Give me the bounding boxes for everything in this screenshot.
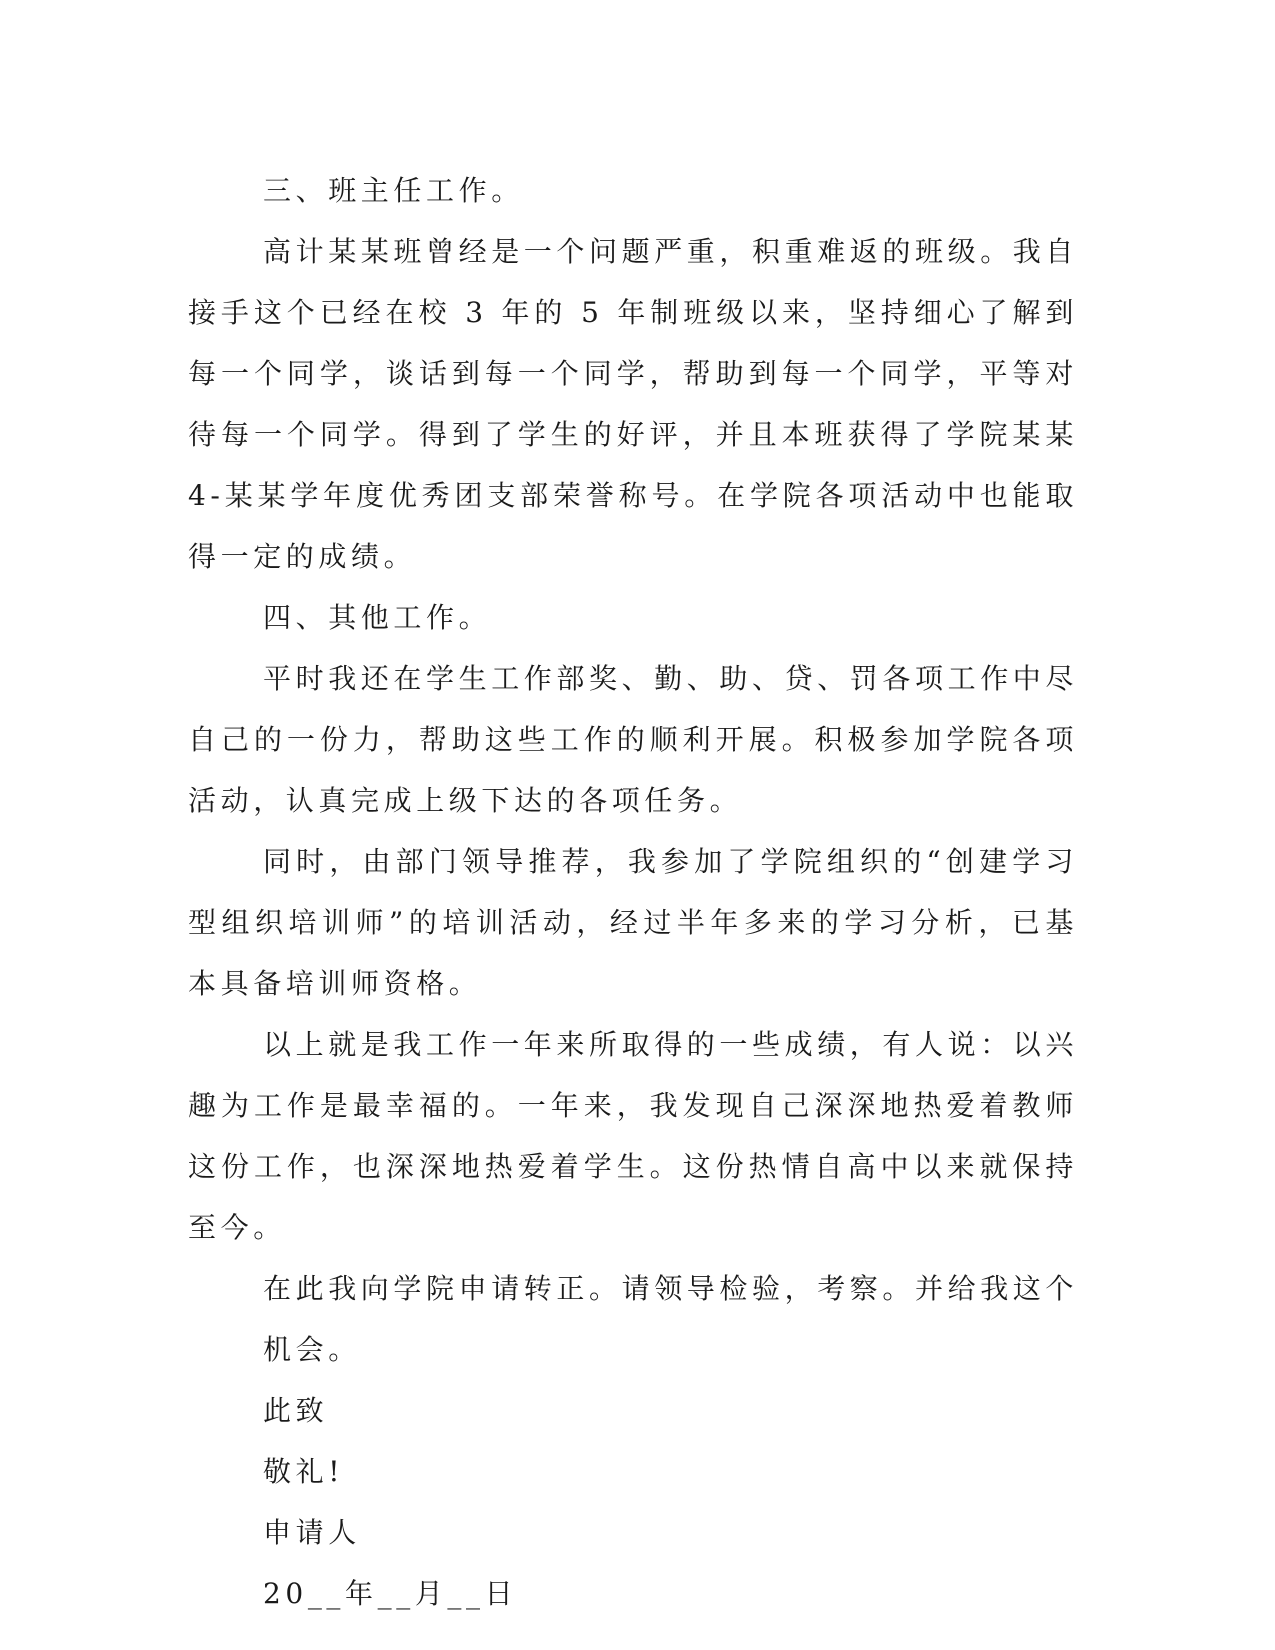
paragraph-conclusion: 以上就是我工作一年来所取得的一些成绩，有人说：以兴趣为工作是最幸福的。一年来，我发现自己深深地热爱着教师这份工作，也深深地热爱着学生。这份热情自高中以来就保持至今。 (188, 1028, 1079, 1244)
paragraph-other-work-2: 同时，由部门领导推荐，我参加了学院组织的“创建学习型组织培训师”的培训活动，经过半年多来的学习分析，已基本具备培训师资格。 (188, 845, 1078, 1000)
paragraph-request: 在此我向学院申请转正。请领导检验，考察。并给我这个机会。 (263, 1272, 1079, 1366)
salutation-ci-zhi: 此致 (263, 1394, 329, 1427)
paragraph-other-work-1: 平时我还在学生工作部奖、勤、助、贷、罚各项工作中尽自己的一份力，帮助这些工作的顺利开展。积极参加学院各项活动，认真完成上级下达的各项任务。 (188, 662, 1079, 817)
section-heading-class-teacher: 三、班主任工作。 (263, 174, 524, 207)
applicant-label: 申请人 (263, 1516, 361, 1549)
paragraph-class-teacher: 高计某某班曾经是一个问题严重，积重难返的班级。我自接手这个已经在校 3 年的 5 年制班级以来，坚持细心了解到每一个同学，谈话到每一个同学，帮助到每一个同学，平等对待每一个同学。得到了学生的好评，并且本班获得了学院某某 4-某某学年度优秀团支部荣誉称号。在学院各项活动中也能取得一定的成绩。 (188, 235, 1079, 573)
salutation-jing-li: 敬礼! (263, 1455, 345, 1488)
section-heading-other-work: 四、其他工作。 (263, 601, 492, 634)
date-line: 20__年__月__日 (263, 1577, 518, 1610)
document-body (188, 160, 1078, 1624)
